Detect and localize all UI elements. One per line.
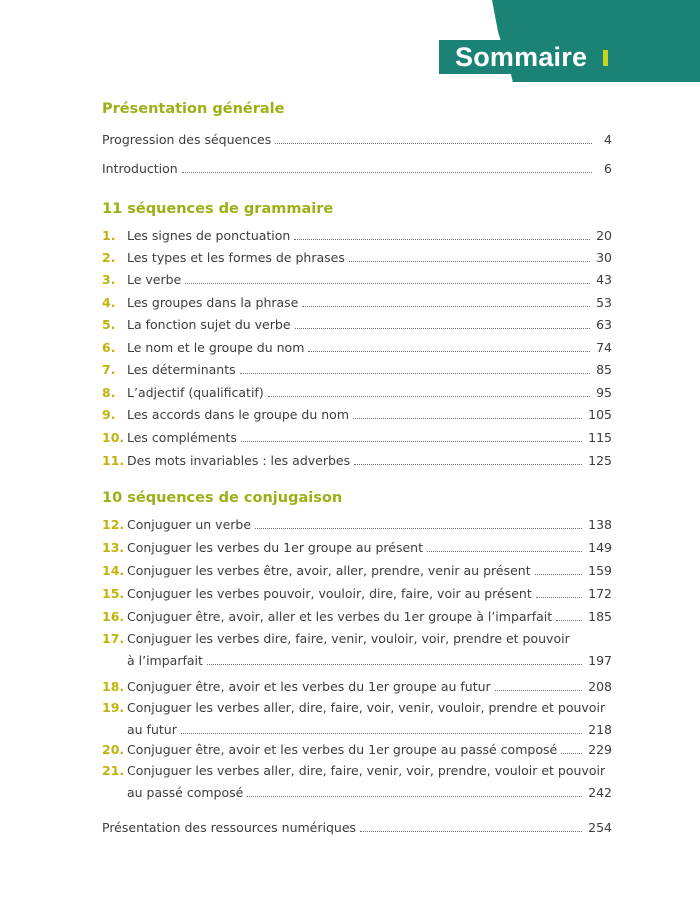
toc-item-number: 9.	[102, 407, 116, 422]
toc-item[interactable]	[102, 536, 612, 556]
toc-item-label: Le verbe	[127, 272, 182, 287]
dot-leader	[302, 306, 590, 307]
toc-item-label: Conjuguer être, avoir et les verbes du 1er groupe au passé composé	[127, 742, 558, 757]
dot-leader	[294, 239, 590, 240]
toc-item-label: Les signes de ponctuation	[127, 228, 291, 243]
toc-item-label-continued: au futur	[127, 722, 177, 737]
toc-item-number: 1.	[102, 228, 116, 243]
toc-item-number: 7.	[102, 362, 116, 377]
toc-item-resources[interactable]	[102, 816, 612, 836]
toc-item-label: L’adjectif (qualificatif)	[127, 385, 264, 400]
toc-item-page: 85	[596, 362, 612, 377]
toc-item-number: 18.	[102, 679, 125, 694]
dot-leader	[182, 172, 592, 173]
dot-leader	[353, 418, 582, 419]
toc-item-label: Les compléments	[127, 430, 237, 445]
toc-item-label: Conjuguer les verbes aller, dire, faire, venir, voir, prendre, vouloir et pouvoir	[127, 763, 606, 778]
toc-item-page: 43	[596, 272, 612, 287]
toc-item[interactable]	[102, 336, 612, 356]
toc-item[interactable]	[102, 738, 612, 758]
toc-item-page: 172	[588, 586, 612, 601]
toc-item-number: 12.	[102, 517, 125, 532]
toc-item[interactable]	[102, 582, 612, 602]
toc-item[interactable]	[102, 291, 612, 311]
toc-item-number: 4.	[102, 295, 116, 310]
toc-item-number: 17.	[102, 631, 125, 646]
toc-item-label: Des mots invariables : les adverbes	[127, 453, 351, 468]
toc-item-label: Les déterminants	[127, 362, 236, 377]
toc-item-label: Conjuguer les verbes dire, faire, venir, vouloir, voir, prendre et pouvoir	[127, 631, 570, 646]
dot-leader	[360, 831, 582, 832]
dot-leader	[240, 373, 590, 374]
toc-item-page: 4	[604, 132, 612, 147]
toc-item[interactable]	[102, 268, 612, 288]
toc-item-number: 16.	[102, 609, 125, 624]
dot-leader	[181, 733, 582, 734]
dot-leader	[354, 464, 582, 465]
section-title-grammar: 11 séquences de grammaire	[102, 201, 334, 217]
toc-item-number: 2.	[102, 250, 116, 265]
toc-item-label: Les types et les formes de phrases	[127, 250, 345, 265]
toc-item[interactable]	[102, 449, 612, 469]
dot-leader	[308, 351, 590, 352]
dot-leader	[185, 283, 590, 284]
toc-item[interactable]	[102, 381, 612, 401]
toc-item-label-continued: à l’imparfait	[127, 653, 203, 668]
toc-item-page: 63	[596, 317, 612, 332]
dot-leader	[255, 528, 582, 529]
toc-item[interactable]	[102, 246, 612, 266]
toc-item-number: 3.	[102, 272, 116, 287]
toc-item-number: 6.	[102, 340, 116, 355]
toc-item-number: 14.	[102, 563, 125, 578]
toc-item[interactable]	[102, 128, 612, 148]
toc-item-label: Conjuguer les verbes aller, dire, faire, voir, venir, vouloir, prendre et pouvoir	[127, 700, 606, 715]
toc-item-page: 149	[588, 540, 612, 555]
toc-item-page: 185	[588, 609, 612, 624]
dot-leader	[536, 597, 582, 598]
toc-item-page: 20	[596, 228, 612, 243]
toc-item-label: Introduction	[102, 161, 178, 176]
toc-item-page: 229	[588, 742, 612, 757]
toc-item-page: 197	[588, 653, 612, 668]
toc-item-page: 6	[604, 161, 612, 176]
toc-item[interactable]	[102, 403, 612, 423]
toc-item[interactable]	[102, 313, 612, 333]
toc-item[interactable]	[102, 675, 612, 695]
toc-item-number: 19.	[102, 700, 125, 715]
toc-item-label: La fonction sujet du verbe	[127, 317, 291, 332]
toc-item-label: Conjuguer les verbes pouvoir, vouloir, dire, faire, voir au présent	[127, 586, 532, 601]
toc-item[interactable]	[102, 605, 612, 625]
toc-item-page: 74	[596, 340, 612, 355]
dot-leader	[535, 574, 583, 575]
toc-item-page: 218	[588, 722, 612, 737]
toc-item[interactable]	[102, 157, 612, 177]
toc-item-page: 105	[588, 407, 612, 422]
toc-item-page: 53	[596, 295, 612, 310]
toc-item-label: Conjuguer un verbe	[127, 517, 252, 532]
toc-item-page: 159	[588, 563, 612, 578]
toc-item[interactable]	[102, 358, 612, 378]
page-title: Sommaire	[439, 40, 617, 74]
toc-item[interactable]	[102, 696, 612, 738]
toc-item[interactable]	[102, 224, 612, 244]
dot-leader	[247, 796, 582, 797]
toc-item-page: 30	[596, 250, 612, 265]
dot-leader	[207, 664, 582, 665]
toc-item-number: 15.	[102, 586, 125, 601]
toc-item[interactable]	[102, 759, 612, 801]
dot-leader	[349, 261, 590, 262]
toc-item-label: Conjuguer être, avoir, aller et les verbes du 1er groupe à l’imparfait	[127, 609, 553, 624]
toc-item-number: 20.	[102, 742, 125, 757]
section-title-conjugation: 10 séquences de conjugaison	[102, 490, 343, 506]
toc-item-page: 115	[588, 430, 612, 445]
toc-item-page: 254	[588, 820, 612, 835]
toc-item-number: 11.	[102, 453, 125, 468]
toc-item-number: 21.	[102, 763, 125, 778]
toc-item[interactable]	[102, 559, 612, 579]
toc-item[interactable]	[102, 426, 612, 446]
dot-leader	[495, 690, 582, 691]
toc-item-page: 95	[596, 385, 612, 400]
toc-item-page: 242	[588, 785, 612, 800]
toc-item-label: Conjuguer être, avoir et les verbes du 1er groupe au futur	[127, 679, 491, 694]
dot-leader	[275, 143, 592, 144]
toc-item-page: 125	[588, 453, 612, 468]
toc-item-number: 8.	[102, 385, 116, 400]
toc-item-label: Progression des séquences	[102, 132, 272, 147]
toc-item-page: 208	[588, 679, 612, 694]
dot-leader	[561, 753, 582, 754]
section-title-general: Présentation générale	[102, 101, 285, 117]
toc-item-number: 10.	[102, 430, 125, 445]
toc-item-label-continued: au passé composé	[127, 785, 244, 800]
toc-item-label: Conjuguer les verbes être, avoir, aller, prendre, venir au présent	[127, 563, 531, 578]
toc-item-label: Conjuguer les verbes du 1er groupe au présent	[127, 540, 423, 555]
toc-item-label: Les accords dans le groupe du nom	[127, 407, 349, 422]
dot-leader	[268, 396, 590, 397]
title-accent-bar	[603, 50, 608, 66]
toc-item-label: Les groupes dans la phrase	[127, 295, 299, 310]
dot-leader	[427, 551, 582, 552]
toc-item-label: Le nom et le groupe du nom	[127, 340, 305, 355]
dot-leader	[241, 441, 582, 442]
toc-item-number: 13.	[102, 540, 125, 555]
toc-item-number: 5.	[102, 317, 116, 332]
dot-leader	[295, 328, 591, 329]
toc-item[interactable]	[102, 627, 612, 669]
toc-item-label: Présentation des ressources numériques	[102, 820, 357, 835]
dot-leader	[556, 620, 582, 621]
toc-item[interactable]	[102, 513, 612, 533]
toc-item-page: 138	[588, 517, 612, 532]
